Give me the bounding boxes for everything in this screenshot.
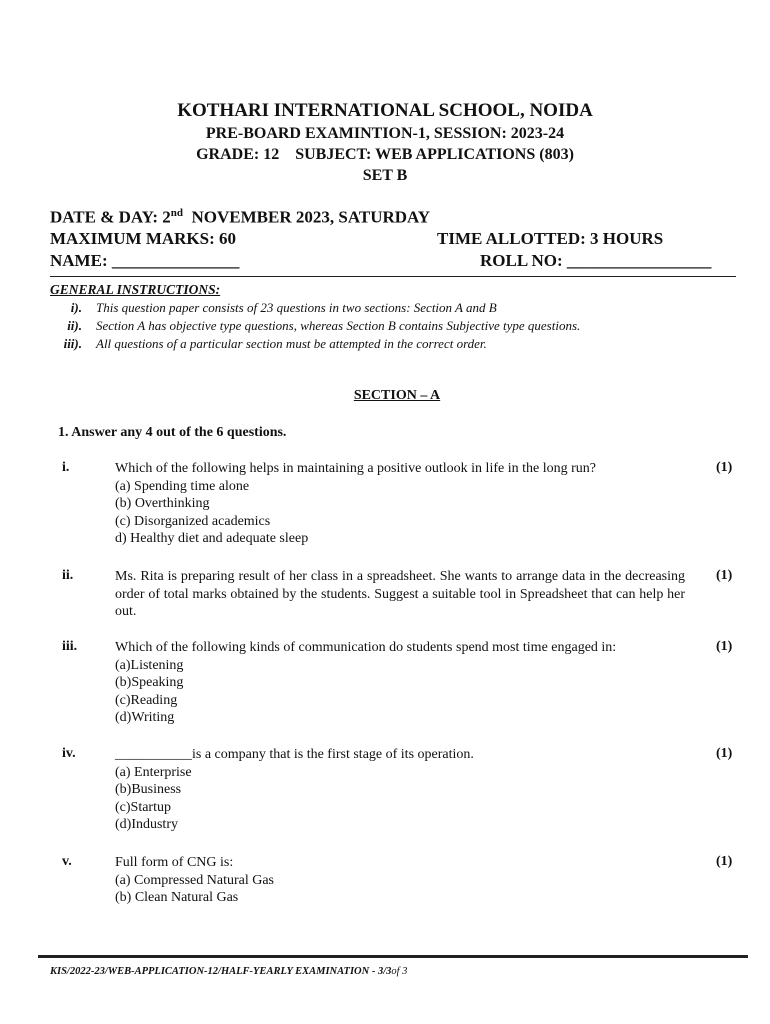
option: (a) Spending time alone <box>115 478 250 494</box>
option: (b)Speaking <box>115 675 184 690</box>
instructions-title: GENERAL INSTRUCTIONS: <box>50 282 221 297</box>
option: (d)Industry <box>115 817 178 832</box>
question-text: Which of the following helps in maintaining a positive outlook in life in the long run? <box>115 461 596 476</box>
instruction-text: This question paper consists of 23 questions in two sections: Section A and B <box>96 300 497 315</box>
marks-label: (1) <box>716 639 733 654</box>
footer <box>50 966 407 977</box>
question-1-heading: 1. Answer any 4 out of the 6 questions. <box>58 425 287 440</box>
option: (c)Reading <box>115 692 178 708</box>
question-block <box>115 854 685 907</box>
option: (b) Clean Natural Gas <box>115 890 239 905</box>
instruction-number: i). <box>70 300 82 315</box>
roll-no-field: ROLL NO: _________________ <box>480 251 712 270</box>
date-superscript: nd <box>170 207 184 219</box>
option: (b) Overthinking <box>115 496 210 511</box>
question-block <box>115 460 685 548</box>
date-suffix: NOVEMBER 2023, SATURDAY <box>183 207 431 227</box>
footer-suffix: of 3 <box>391 966 408 977</box>
question-block <box>115 639 685 727</box>
question-number: iii. <box>62 639 78 654</box>
max-marks: MAXIMUM MARKS: 60 <box>50 229 237 248</box>
option: (b)Business <box>115 782 182 797</box>
option: (a) Enterprise <box>115 764 192 780</box>
question-text: Which of the following kinds of communication do students spend most time engaged in: <box>115 640 617 655</box>
instruction-text: All questions of a particular section must be attempted in the correct order. <box>96 336 487 351</box>
section-a-title: SECTION – A <box>353 388 441 403</box>
option: (d)Writing <box>115 710 175 725</box>
grade-subject: GRADE: 12 SUBJECT: WEB APPLICATIONS (803) <box>196 146 574 163</box>
question-number: i. <box>62 460 70 475</box>
option: d) Healthy diet and adequate sleep <box>115 531 309 546</box>
time-allotted: TIME ALLOTTED: 3 HOURS <box>437 229 664 248</box>
school-name: KOTHARI INTERNATIONAL SCHOOL, NOIDA <box>177 100 593 121</box>
date-prefix: DATE & DAY: 2 <box>50 207 171 227</box>
header-divider <box>50 276 736 277</box>
question-number: ii. <box>62 568 74 583</box>
option: (a) Compressed Natural Gas <box>115 872 275 888</box>
date-line <box>50 207 430 228</box>
name-field: NAME: _______________ <box>50 251 240 270</box>
marks-label: (1) <box>716 854 733 869</box>
marks-label: (1) <box>716 746 733 761</box>
question-text: ___________is a company that is the first stage of its operation. <box>115 747 474 762</box>
footer-text: KIS/2022-23/WEB-APPLICATION-12/HALF-YEARLY EXAMINATION - 3/3 <box>50 966 392 977</box>
marks-label: (1) <box>716 568 733 583</box>
instruction-number: ii). <box>67 318 82 333</box>
question-number: iv. <box>62 746 76 761</box>
marks-label: (1) <box>716 460 733 475</box>
option: (a)Listening <box>115 657 184 673</box>
footer-divider <box>38 955 748 958</box>
instruction-text: Section A has objective type questions, whereas Section B contains Subjective type questions. <box>96 318 581 333</box>
option: (c)Startup <box>115 799 171 815</box>
question-number: v. <box>62 854 72 869</box>
option: (c) Disorganized academics <box>115 513 271 529</box>
instruction-number: iii). <box>63 336 82 351</box>
set-label: SET B <box>362 167 408 184</box>
question-text: Full form of CNG is: <box>115 855 234 870</box>
exam-title: PRE-BOARD EXAMINTION-1, SESSION: 2023-24 <box>205 125 565 142</box>
question-text: Ms. Rita is preparing result of her class in a spreadsheet. She wants to arrange data in the decreasing order of total marks obtained by the students. Suggest a suitable tool in Spreadsheet that can help her out. <box>115 569 685 619</box>
question-block <box>115 746 685 834</box>
